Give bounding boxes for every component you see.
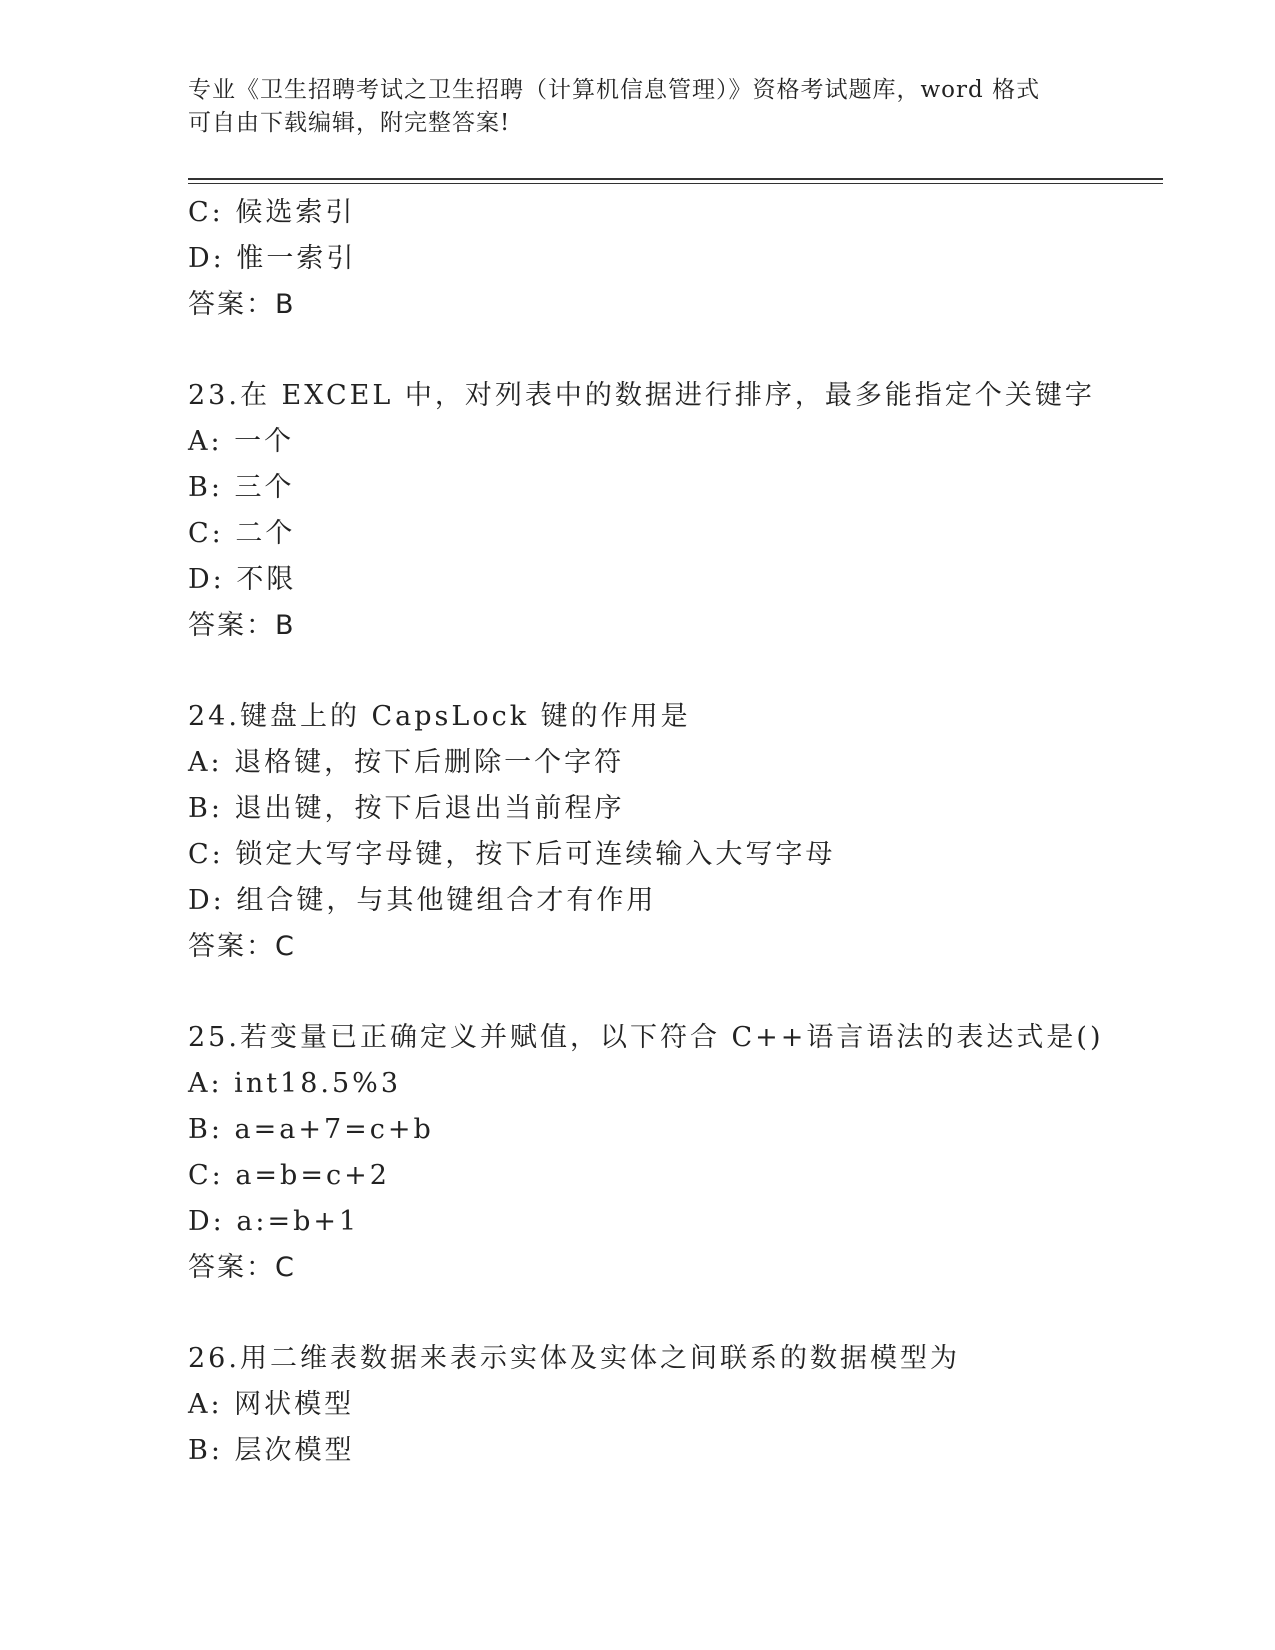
question-spacer [188,970,1148,1015]
option-c: C: 候选索引 [188,197,356,228]
option-c: C: 锁定大写字母键，按下后可连续输入大写字母 [188,839,836,870]
option-a: A: int18.5%3 [188,1068,402,1099]
question-22-tail [188,190,1148,328]
question-stem: 24.键盘上的 CapsLock 键的作用是 [188,701,691,732]
option-c: C: 二个 [188,518,296,549]
question-spacer [188,1291,1148,1336]
option-a: A: 一个 [188,426,295,457]
option-b: B: 层次模型 [188,1435,355,1466]
option-d: D: a:=b+1 [188,1206,360,1237]
answer-line: 答案：C [188,931,296,962]
option-d: D: 惟一索引 [188,243,357,274]
header-divider-thick [188,178,1163,180]
question-spacer [188,328,1148,373]
option-b: B: 退出键，按下后退出当前程序 [188,793,625,824]
question-stem: 26.用二维表数据来表示实体及实体之间联系的数据模型为 [188,1343,960,1374]
question-24 [188,694,1148,970]
answer-line: 答案：C [188,1252,296,1283]
question-26 [188,1336,1148,1474]
header-divider-thin [188,183,1163,184]
question-23 [188,373,1148,649]
header-title-line-2: 可自由下载编辑，附完整答案! [188,110,511,136]
page-header [188,74,1088,140]
header-title-line-1: 专业《卫生招聘考试之卫生招聘（计算机信息管理）》资格考试题库，word 格式 [188,77,1041,103]
question-25 [188,1015,1148,1291]
question-list [188,190,1148,1474]
option-c: C: a=b=c+2 [188,1160,390,1191]
option-b: B: a=a+7=c+b [188,1114,434,1145]
question-spacer [188,649,1148,694]
question-stem: 23.在 EXCEL 中，对列表中的数据进行排序，最多能指定个关键字 [188,380,1095,411]
answer-line: 答案：B [188,610,296,641]
question-stem: 25.若变量已正确定义并赋值，以下符合 C++语言语法的表达式是() [188,1022,1104,1053]
option-a: A: 退格键，按下后删除一个字符 [188,747,625,778]
option-d: D: 组合键，与其他键组合才有作用 [188,885,657,916]
option-b: B: 三个 [188,472,295,503]
answer-line: 答案：B [188,289,296,320]
option-a: A: 网状模型 [188,1389,355,1420]
option-d: D: 不限 [188,564,297,595]
